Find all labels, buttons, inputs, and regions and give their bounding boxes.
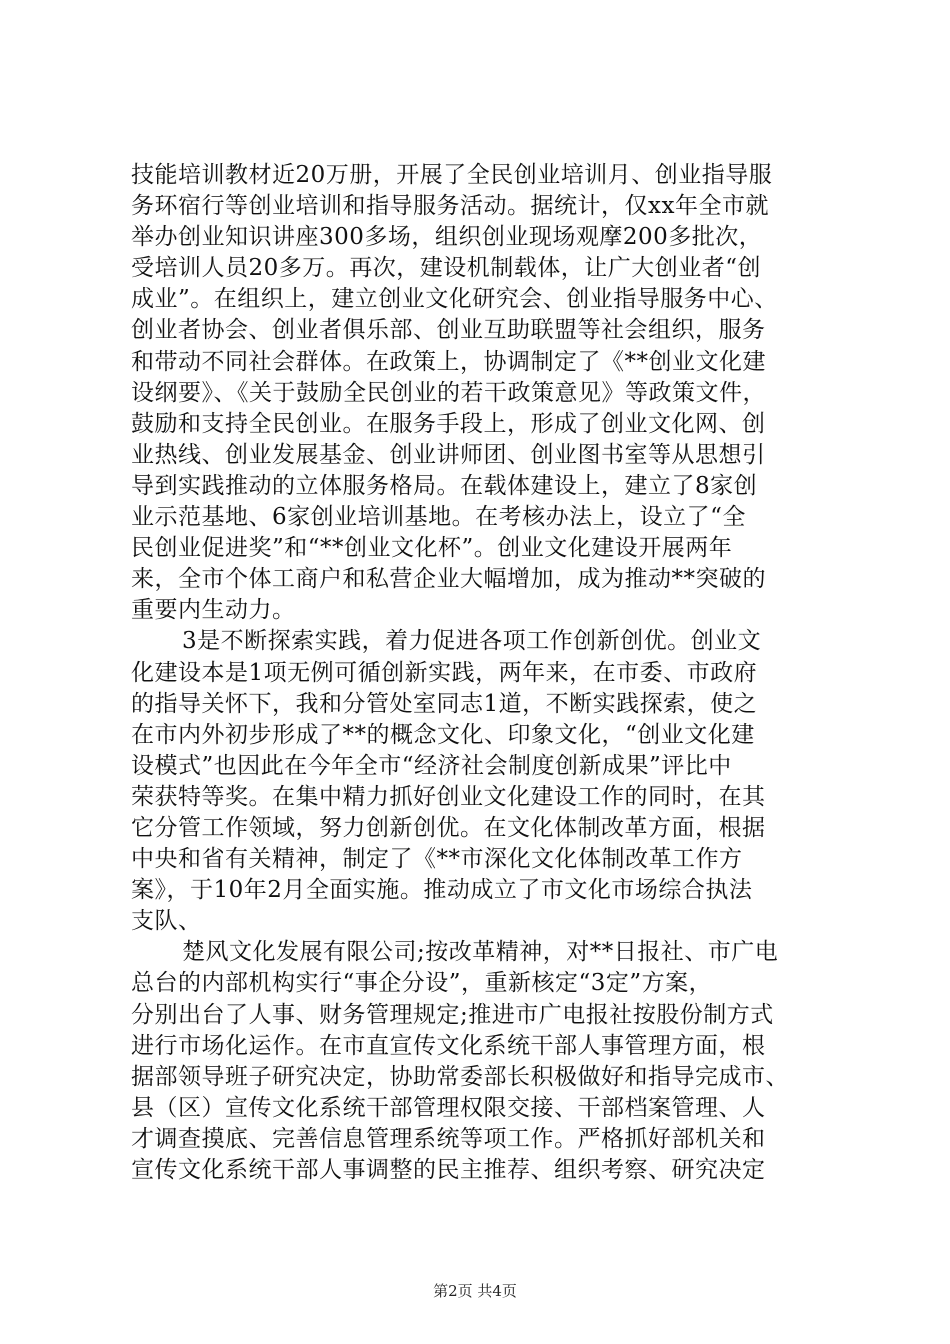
text-line: 的指导关怀下，我和分管处室同志1道，不断实践探索，使之: [131, 691, 758, 717]
text-line: 支队、: [131, 908, 202, 934]
text-line: 进行市场化运作。在市直宣传文化系统干部人事管理方面，根: [131, 1033, 766, 1059]
text-line: 重要内生动力。: [131, 597, 296, 623]
text-line: 县（区）宣传文化系统干部管理权限交接、干部档案管理、人: [131, 1095, 766, 1121]
text-line: 技能培训教材近20万册，开展了全民创业培训月、创业指导服: [131, 162, 773, 188]
page-number-footer: 第2页 共4页: [433, 1282, 517, 1300]
text-line: 导到实践推动的立体服务格局。在载体建设上，建立了8家创: [131, 473, 758, 499]
text-line: 案》，于10年2月全面实施。推动成立了市文化市场综合执法: [131, 877, 753, 903]
text-line: 务环宿行等创业培训和指导服务活动。据统计，仅xx年全市就: [131, 193, 769, 219]
text-line: 民创业促进奖”和“**创业文化杯”。创业文化建设开展两年: [131, 535, 733, 561]
text-line: 业示范基地、6家创业培训基地。在考核办法上，设立了“全: [131, 504, 746, 530]
text-line: 才调查摸底、完善信息管理系统等项工作。严格抓好部机关和: [131, 1126, 766, 1152]
text-line: 和带动不同社会群体。在政策上，协调制定了《**创业文化建: [131, 349, 766, 375]
text-line: 化建设本是1项无例可循创新实践，两年来，在市委、市政府: [131, 660, 758, 686]
text-line: 设模式”也因此在今年全市“经济社会制度创新成果”评比中: [131, 753, 732, 779]
text-line: 总台的内部机构实行“事企分设”，重新核定“3定”方案，: [131, 970, 713, 996]
text-line: 宣传文化系统干部人事调整的民主推荐、组织考察、研究决定: [131, 1157, 766, 1183]
text-line: 设纲要》、《关于鼓励全民创业的若干政策意见》等政策文件，: [131, 380, 766, 406]
text-line: 成业”。在组织上，建立创业文化研究会、创业指导服务中心、: [131, 286, 778, 312]
text-line: 受培训人员20多万。再次，建设机制载体，让广大创业者“创: [131, 255, 762, 281]
text-line: 据部领导班子研究决定，协助常委部长积极做好和指导完成市、: [131, 1064, 789, 1090]
text-line: 创业者协会、创业者俱乐部、创业互助联盟等社会组织，服务: [131, 317, 766, 343]
text-line: 业热线、创业发展基金、创业讲师团、创业图书室等从思想引: [131, 442, 766, 468]
text-line: 来，全市个体工商户和私营企业大幅增加，成为推动**突破的: [131, 566, 766, 592]
text-line: 鼓励和支持全民创业。在服务手段上，形成了创业文化网、创: [131, 411, 766, 437]
text-line: 3是不断探索实践，着力促进各项工作创新创优。创业文: [182, 628, 762, 654]
text-line: 在市内外初步形成了**的概念文化、印象文化，“创业文化建: [131, 722, 755, 748]
text-line: 举办创业知识讲座300多场，组织创业现场观摩200多批次，: [131, 224, 763, 250]
text-line: 中央和省有关精神，制定了《**市深化文化体制改革工作方: [131, 846, 743, 872]
text-line: 分别出台了人事、财务管理规定;推进市广电报社按股份制方式: [131, 1002, 774, 1028]
text-line: 它分管工作领域，努力创新创优。在文化体制改革方面，根据: [131, 815, 766, 841]
text-line: 楚风文化发展有限公司;按改革精神，对**日报社、市广电: [182, 939, 779, 965]
text-line: 荣获特等奖。在集中精力抓好创业文化建设工作的同时，在其: [131, 784, 766, 810]
